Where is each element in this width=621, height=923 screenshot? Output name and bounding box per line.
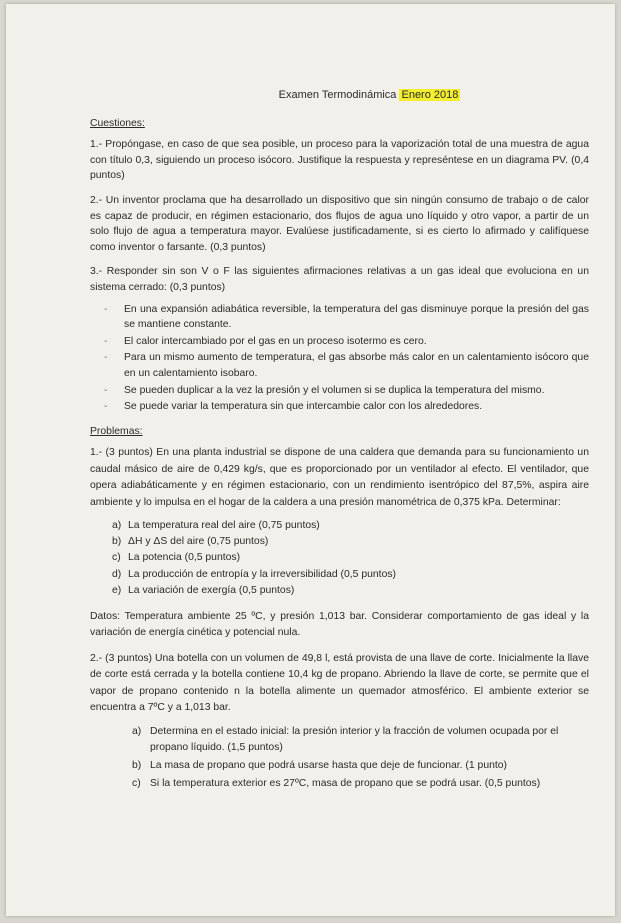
part-text: ΔH y ΔS del aire (0,75 puntos) [128,536,269,548]
part-marker: a) [112,519,122,531]
problem-1: 1.- (3 puntos) En una planta industrial se dispone de una caldera que demanda para su funcionamiento un caudal másico de aire de 0,429 kg/s, que es proporcionado por un ventilador al efecto. El ventilador, que opera adiabáticamente y en régimen estacionario, con un rendimiento isentrópico del 87,5%, aspira aire ambiente y lo impulsa en el hogar de la caldera a una presión manométrica de 0,375 kPa. Determinar: [90,447,589,508]
statement-item: - Se pueden duplicar a la vez la presión y el volumen si se duplica la temperatura del mismo. [124,383,589,399]
part-marker: c) [112,552,121,564]
question-3-statements [90,302,589,415]
statement-item: - El calor intercambiado por el gas en un proceso isotermo es cero. [124,334,589,350]
part-text: La variación de exergía (0,5 puntos) [128,584,295,596]
question-3: 3.- Responder sin son V o F las siguientes afirmaciones relativas a un gas ideal que evoluciona en un sistema cerrado: (0,3 puntos) [90,266,589,293]
problem-part [132,776,589,791]
part-text: La masa de propano que podrá usarse hasta que deje de funcionar. (1 punto) [150,759,508,771]
statement-item: - Para un mismo aumento de temperatura, el gas absorbe más calor en un calentamiento isócoro que en un calentamiento isobaro. [124,350,589,381]
problem-1-parts [90,518,589,598]
part-text: Si la temperatura exterior es 27ºC, masa de propano que se podrá usar. (0,5 puntos) [150,777,541,789]
problem-part [112,550,589,565]
question-2: 2.- Un inventor proclama que ha desarrollado un dispositivo que sin ningún consumo de trabajo o de calor es capaz de producir, en régimen estacionario, dos flujos de agua uno líquido y otro vapor, a partir de un solo flujo de agua a temperatura mayor. Evalúese justificadamente, si es cierto lo afirmado y califíquese como inventor o farsante. (0,3 puntos) [90,194,589,253]
question-1: 1.- Propóngase, en caso de que sea posible, un proceso para la vaporización total de una muestra de agua con título 0,3, siguiendo un proceso isócoro. Justifique la respuesta y represéntese en un diagrama PV. (0,4 puntos) [90,139,589,182]
part-marker: e) [112,584,122,596]
problem-part [132,724,589,754]
part-text: La temperatura real del aire (0,75 puntos) [128,519,320,531]
exam-title [150,88,589,104]
part-marker: a) [132,726,142,738]
problem-1-data: Datos: Temperatura ambiente 25 ºC, y presión 1,013 bar. Considerar comportamiento de gas ideal y la variación de energía cinética y potencial nula. [90,610,589,639]
part-text: Determina en el estado inicial: la presión interior y la fracción de volumen ocupada por el propano líquido. (1,5 puntos) [150,726,559,753]
exam-page [6,4,615,916]
problem-2: 2.- (3 puntos) Una botella con un volumen de 49,8 l, está provista de una llave de corte. Inicialmente la llave de corte está cerrada y la botella contiene 10,4 kg de propano. Abriendo la llave de corte, se permite que el vapor de propano contenido n la botella alimente un quemador atmosférico. El ambiente exterior se encuentra a 7ºC y a 1,013 bar. [90,652,589,713]
cuestiones-heading: Cuestiones: [90,117,145,129]
part-marker: c) [132,777,141,789]
exam-title-main: Examen Termodinámica [278,89,397,101]
problem-part [132,758,589,773]
part-marker: b) [132,759,142,771]
part-marker: d) [112,568,122,580]
part-text: La producción de entropía y la irreversibilidad (0,5 puntos) [128,568,397,580]
problem-part [112,583,589,598]
part-text: La potencia (0,5 puntos) [128,552,241,564]
part-marker: b) [112,536,122,548]
statement-item: - Se puede variar la temperatura sin que intercambie calor con los alrededores. [124,399,589,415]
problemas-heading: Problemas: [90,425,143,437]
problem-part [112,518,589,533]
problem-part [112,567,589,582]
statement-item: - En una expansión adiabática reversible, la temperatura del gas disminuye porque la presión del gas se mantiene constante. [124,302,589,333]
problemas-section [90,424,589,791]
problem-2-parts [90,724,589,791]
problem-part [112,534,589,549]
exam-title-date-highlight: Enero 2018 [401,89,459,101]
